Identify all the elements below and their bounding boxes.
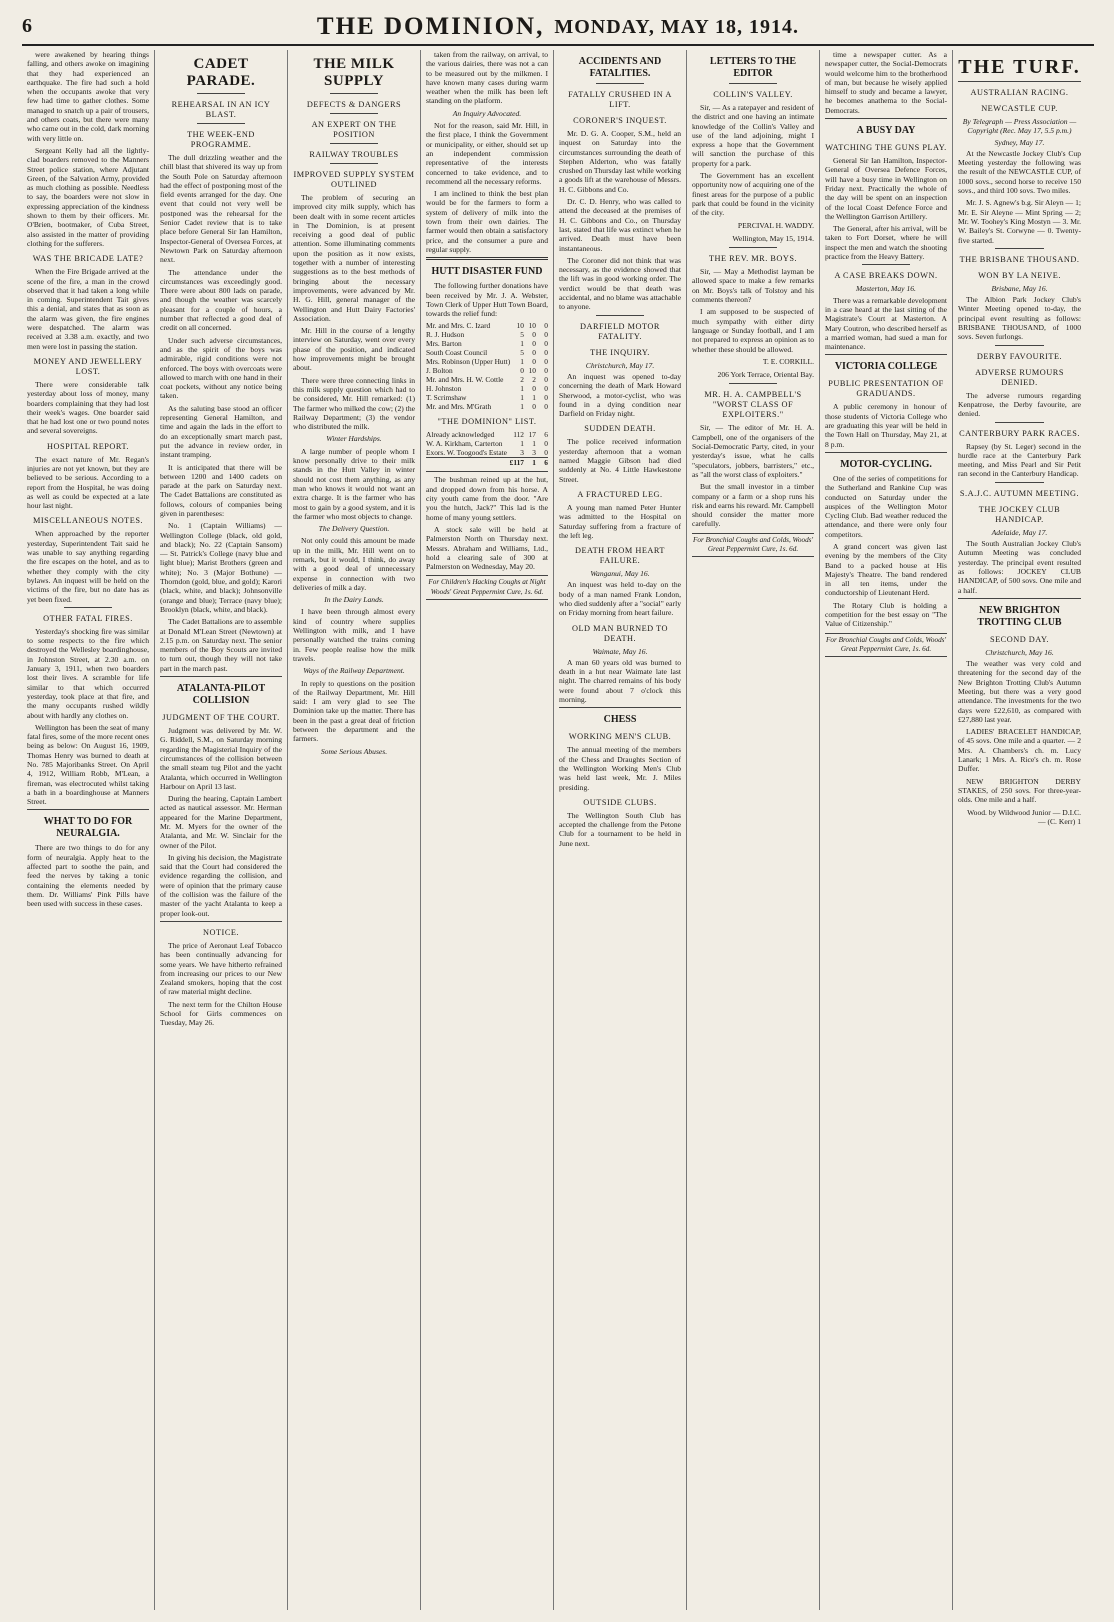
article-headline: ATALANTA-PILOT COLLISION [176,683,266,707]
dateline: Christchurch, May 16. [985,647,1054,657]
article-subheading: THE WEEK-END PROGRAMME. [187,130,255,149]
dateline: Adelaide, May 17. [991,527,1048,537]
divider [197,123,246,124]
article-headline: CHESS [603,714,637,726]
article-paragraph: General Sir Ian Hamilton, Inspector-General of Oversea Defence Forces, will have a busy time in Wellington on Friday next. Practically the whole of the day will be spent on an inspection of the local Coast Defence Force and the Wellington Garrison Artillery. [825,156,947,221]
article-subheading: SECOND DAY. [990,634,1049,644]
divider [958,81,1081,82]
amount-shillings: 0 [532,384,536,394]
amount-pounds: 3 [520,448,524,458]
letter-paragraph: The Government has an excellent opportunity now of acquiring one of the finest areas for the purpose of a public park that could be found in the vicinity of the city. [692,171,814,218]
section-heading: COLLIN'S VALLEY. [713,90,793,99]
amount-shillings: 0 [532,357,536,367]
donor-name: J. Bolton [426,366,453,376]
divider [330,113,379,114]
divider [825,452,947,453]
article-paragraph: During the hearing, Captain Lambert acted as nautical assessor. Mr. Herman appeared for the Marine Department, Mr. M. Myers for the owner of the Atalanta, and Mr. W. Sinclair for the owner of the Pilot. [160,794,282,850]
article-paragraph: A young man named Peter Hunter was admitted to the Hospital on Saturday suffering from a fracture of the left leg. [559,502,681,540]
donation-row [426,339,548,348]
divider [426,257,548,260]
article-paragraph: The problem of securing an improved city milk supply, which has been dealt with in some recent articles in The Dominion, is at present receiving a good deal of public attention. Some illuminating comments upon the position as it now exists, together with a number of interesting suggestions as to the best methods of bringing about the necessary improvements, were advanced by Mr. H. G. Hill, general manager of the Wellington and Hutt Dairy Factories' Association. [293,193,415,323]
amount-pounds: 1 [520,402,524,412]
section-heading: OUTSIDE CLUBS. [583,797,657,807]
paper-title: THE DOMINION, [316,13,545,40]
article-paragraph: Under such adverse circumstances, and as the spirit of the boys was admirable, rigid conditions were not enforced. The boys with overcoats were allowed to march with one hand in their coat pockets, without any notice being taken. [160,335,282,401]
article-headline: THE MILK SUPPLY [313,56,395,89]
article-headline: CADET PARADE. [186,56,256,89]
article-paragraph: taken from the railway, on arrival, to the various dairies, there was not a can to be measured out by the milkmen. I have known many cases during warm weather when the milk has been left standing on the platform. [426,50,548,106]
divider [729,247,778,248]
donor-name: Mrs. Robinson (Upper Hutt) [426,357,511,367]
advertisement: For Bronchial Coughs and Colds, Woods' Great Peppermint Cure, 1s. 6d. [692,533,814,558]
section-heading: THE JOCKEY CLUB HANDICAP. [978,504,1061,524]
article-paragraph: I am inclined to think the best plan would be for the farmers to form a system of delivery of milk into the town from their own dairies. The farmer would then obtain a satisfactory price, and the consumer a pure and regular supply. [426,189,548,254]
race-result-line: Wood. by Wildwood Junior — D.I.C. — (C. Kerr) 1 [967,807,1081,826]
donation-row [426,348,548,357]
amount-shillings: 17 [528,430,536,440]
article-paragraph: Mr. D. G. A. Cooper, S.M., held an inquest on Saturday into the circumstances surrounding the death of Stephen Alderton, who was fatally crushed on Thursday last while working a goods lift at the warehouse of Messrs. H. C. Gibbons and Co. [559,129,681,194]
amount-pence: 6 [536,458,548,468]
article-paragraph: Mr. J. S. Agnew's b.g. Sir Aleyn — 1; Mr. E. Sir Aleyne — Mint Spring — 2; Mr. W. Toohey's King Mostyn — 3. Mr. W. Bailey's St. Corwyne — 0. Twenty-five started. [958,198,1081,245]
article-paragraph: There were considerable talk yesterday about loss of money, many boarders complaining that they had lost their week's wages. One boarder said that he had lost one or two pound notes and several sovereigns. [27,379,149,436]
divider [729,383,778,384]
donor-name [426,458,510,468]
article-paragraph: The weather was very cold and threatening for the second day of the New Brighton Trotting Club's Autumn Meeting, but there was a very good attendance. The investments for the two days were £22,610, as compared with £27,880 last year. [958,659,1081,724]
letter-paragraph: Sir, — As a ratepayer and resident of the district and one having an intimate knowledge of the Collin's Valley and use of the land adjoining, might I express a hope that the Government will sanction the purchase of this property for a park. [692,103,814,168]
article-paragraph: The police received information yesterday afternoon that a woman named Maggie Gibson had died suddenly at No. 4 Little Hawkestone Street. [559,437,681,484]
article-paragraph: The Coroner did not think that was necessary, as the evidence showed that the lift was in good working order. The verdict would be that death was accidental, and no blame was attachable to anyone. [559,255,681,312]
advertisement: For Bronchial Coughs and Colds, Woods' Great Peppermint Cure, 1s. 6d. [825,633,947,658]
issue-date: MONDAY, MAY 18, 1914. [554,15,800,38]
column-2 [155,50,288,1610]
columns [22,50,1094,1610]
section-heading: AUSTRALIAN RACING. [970,88,1069,97]
section-heading: WAS THE BRICADE LATE? [32,254,144,264]
letter-paragraph: Sir, — May a Methodist layman be allowed space to make a few remarks on Mr. Boys's talk of Tolstoy and his comments thereon? [692,267,814,305]
amount-pounds: 1 [520,439,524,449]
donation-row [426,384,548,393]
article-paragraph: The Rotary Club is holding a competition for the best essay on "The Value of Citizenship." [825,600,947,629]
article-paragraph: The General, after his arrival, will be taken to Fort Dorset, where he will inspect the men and watch the shooting practice from the Heavy Battery. [825,224,947,262]
article-paragraph: The attendance under the circumstances was exceedingly good. There were about 800 lads on parade, and though the weather was scarcely pleasant for a couple of hours, a number that reflected a good deal of credit on all concerned. [160,267,282,333]
article-paragraph: At the Newcastle Jockey Club's Cup Meeting yesterday the following was the result of the NEWCASTLE CUP, of 1000 sovs., second horse to receive 150 sovs., and third 100 sovs. Two miles. [958,148,1081,196]
amount-shillings: 1 [532,439,536,449]
article-headline: NEW BRIGHTON TROTTING CLUB [977,604,1062,628]
section-subheading: Some Serious Abuses. [320,746,388,756]
article-paragraph: Mr. Hill in the course of a lengthy interview on Saturday, went over every phase of the position, and indicated how improvements might be brought about. [293,326,415,373]
divider [995,345,1044,346]
amount-shillings: 0 [532,339,536,349]
amount-pounds: 10 [516,321,524,331]
article-paragraph: When approached by the reporter yesterday, Superintendent Tait said he was unable to say anything regarding the fire escapes on the hotel, and as to whether they comply with the city bylaws. An inquest will be held on the victims of the fire, but no date has as yet been fixed. [27,529,149,604]
article-paragraph: Rapsey (by St. Leger) second in the hurdle race at the Canterbury Park meeting, and Miss Pearl and Sir Petit ran second in the Canterbury Handicap. [958,441,1081,479]
article-paragraph: When the Fire Brigade arrived at the scene of the fire, a man in the crowd observed that it had taken a long while in coming. Superintendent Tait gives this a denial, and states that as soon as the alarm was given, the fire engines were despatched. The alarm was received at 3.38 a.m. exactly, and two men were lost in passing the station. [27,267,149,351]
letter-address: Wellington, May 15, 1914. [732,233,814,243]
article-subheading: CORONER'S INQUEST. [573,116,667,125]
donation-row [426,393,548,402]
article-paragraph: In giving his decision, the Magistrate said that the Court had considered the evidence regarding the collision, and were of opinion that the primary cause of the collision was the failure of the master of the yacht Atalanta to keep a proper look-out. [160,852,282,918]
section-heading: CANTERBURY PARK RACES. [959,428,1080,438]
amount-pence: 0 [544,321,548,331]
divider [160,676,282,677]
article-paragraph: The exact nature of Mr. Regan's injuries are not yet known, but they are believed to be serious. According to a report from the Hospital, he was doing as well as could be expected at a late hour last night. [27,454,149,511]
amount-pounds: 5 [520,348,524,358]
section-heading: MONEY AND JEWELLERY LOST. [33,356,143,376]
donor-name: R. J. Hudson [426,330,465,340]
section-heading: THE BRISBANE THOUSAND. [959,254,1080,264]
column-5 [554,50,687,1610]
donation-row [426,439,548,448]
letter-address: 206 York Terrace, Oriental Bay. [717,370,814,380]
article-paragraph: were awakened by hearing things falling, and others awoke on imagining that they had experienced an earthquake. The fire had such a hold when the occupants awoke that very few had time to gather clothes. Some managed to snatch up a pair of trousers, and others coats, but there were many who came out in the cold, dark morning with very little on. [27,50,149,143]
divider [995,248,1044,249]
article-paragraph: One of the series of competitions for the Sutherland and Rankine Cup was conducted on Saturday under the auspices of the Wellington Motor Cycling Club. Bad weather reduced the attendance, and there were only four competitors. [825,473,947,539]
article-paragraph: An inquest was opened to-day concerning the death of Mark Howard Sherwood, a motor-cyclist, who was found in a dying condition near Darfield on Friday night. [559,371,681,419]
article-subheading: RAILWAY TROUBLES [309,150,399,159]
section-heading: HOSPITAL REPORT. [47,441,129,451]
donation-row [426,357,548,366]
article-headline: VICTORIA COLLEGE [834,361,938,373]
donations-table [426,430,548,467]
column-4 [421,50,554,1610]
amount-pounds: £117 [509,458,524,468]
article-paragraph: Judgment was delivered by Mr. W. G. Riddell, S.M., on Saturday morning regarding the Magisterial Inquiry of the circumstances of the collision between the small steam tug Pilot and the yacht Atalanta, which occurred in Wellington Harbour on April 13 last. [160,726,282,791]
donor-name: H. Johnston [426,384,462,394]
article-subheading: DEFECTS & DANGERS [306,100,402,109]
letter-signature: PERCIVAL H. WADDY. [737,220,814,230]
divider [330,143,379,144]
article-paragraph: Dr. C. D. Henry, who was called to attend the deceased at the premises of H. C. Gibbons and Co., on Thursday last, stated that life was extinct when he arrived. Death must have been instantaneous. [559,197,681,253]
amount-pence: 0 [544,402,548,412]
letter-paragraph: Sir, — The editor of Mr. H. A. Campbell, one of the organisers of the Social-Democratic Party, cited, in your yesterday's issue, what he calls "speculators, jobbers, barristers," etc., as "all the worst class of exploiters." [692,423,814,479]
article-paragraph: NEW BRIGHTON DERBY STAKES, of 250 sovs. For three-year-olds. One mile and a half. [958,776,1081,805]
amount-shillings: 0 [532,402,536,412]
article-paragraph: The Wellington South Club has accepted the challenge from the Petone Club for a tournament to be held in June next. [559,810,681,848]
article-subheading: PUBLIC PRESENTATION OF GRADUANDS. [828,379,944,399]
article-paragraph: A grand concert was given last evening by the members of the City Band to a packed house at His Majesty's Theatre. The band rendered in all ten items, under the conductorship of Lieutenant Herd. [825,541,947,598]
article-paragraph: In reply to questions on the position of the Railway Department, Mr. Hill said: I am very glad to see The Dominion take up the matter. There has been in the past a great deal of friction between the department and the farmers. [293,678,415,744]
article-paragraph: Yesterday's shocking fire was similar to some respects to the fire which destroyed the Wellesley boardinghouse, in Johnston Street, at 2.30 a.m. on January 3, 1911, when two boarders lost their lives. A scramble for life similar to that which occurred yesterday, took place at that fire, and the many occupants rushed wildly about with hardly any clothes on. [27,626,149,720]
letter-paragraph: But the small investor in a timber company or a farm or a shop runs his risk and earns his reward. Mr. Campbell should consider the matter more carefully. [692,482,814,529]
amount-shillings: 10 [528,366,536,376]
divider [596,83,645,84]
amount-shillings: 0 [532,330,536,340]
amount-pence: 0 [544,348,548,358]
section-subheading: The Delivery Question. [318,524,390,534]
article-subheading: JUDGMENT OF THE COURT. [162,713,280,723]
divider [995,422,1044,423]
donation-row [426,448,548,458]
page-number: 6 [22,15,32,37]
advertisement: For Children's Hacking Coughs at Night Woods' Great Peppermint Cure, 1s. 6d. [426,575,548,600]
divider [995,482,1044,483]
section-subheading: Ways of the Railway Department. [303,666,405,676]
divider [862,264,911,265]
column-6 [687,50,820,1610]
dateline: Christchurch, May 17. [585,360,655,370]
article-paragraph: As the saluting base stood an officer representing General Hamilton, and time and again the lads in the effort to do an exceptionally smart march past, put the advance in review order, in instant tramping. [160,403,282,460]
article-paragraph: The adverse rumours regarding Kenpatrose, the Derby favourite, are denied. [958,390,1081,419]
article-headline: WHAT TO DO FOR NEURALGIA. [43,816,133,840]
amount-pence: 0 [544,448,548,458]
article-paragraph: An inquest was held to-day on the body of a man named Frank London, who died suddenly after a "social" early on Friday morning from heart failure. [559,580,681,618]
section-heading: MR. H. A. CAMPBELL'S "WORST CLASS OF EXPLOITERS." [704,390,802,420]
divider [64,607,113,608]
amount-pence: 0 [544,384,548,394]
section-heading: SUDDEN DEATH. [584,424,656,434]
section-heading: DARFIELD MOTOR FATALITY. [580,321,660,341]
section-title: THE TURF. [958,56,1081,78]
letter-paragraph: I am supposed to be suspected of much sympathy with either dirty language or Sunday football, and I am not prepared to express an opinion as to whether these should be allowed. [692,307,814,354]
column-7 [820,50,953,1610]
article-subheading: WORKING MEN'S CLUB. [568,732,672,742]
column-1 [22,50,155,1610]
section-heading: A FRACTURED LEG. [577,489,663,499]
article-paragraph: The next term for the Chilton House School for Girls commences on Tuesday, May 26. [160,999,282,1028]
donations-table [426,321,548,411]
amount-pounds: 1 [520,393,524,403]
section-heading: DEATH FROM HEART FAILURE. [574,546,665,566]
donation-row [426,366,548,375]
article-paragraph: A large number of people whom I know personally drive to their milk stands in the Hutt Valley in winter should not cost them anything, as any man who knows it would not want an extra charge. It is the farmer who has most to gain by a good system, and it is the farmer who most objects to change. [293,446,415,521]
letter-signature: T. E. CORKILL. [762,356,814,366]
article-headline: LETTERS TO THE EDITOR [709,56,797,79]
section-heading: MISCELLANEOUS NOTES. [32,516,144,526]
amount-pence: 0 [544,357,548,367]
article-paragraph: The annual meeting of the members of the Chess and Draughts Section of the Wellington Working Men's Club was held last week, Mr. J. Miles presiding. [559,745,681,792]
amount-pounds: 1 [520,384,524,394]
amount-pounds: 5 [520,330,524,340]
section-heading: A CASE BREAKS DOWN. [834,271,938,281]
section-heading: DERBY FAVOURITE. [976,351,1063,361]
donation-row [426,375,548,384]
column-3 [288,50,421,1610]
amount-pounds: 112 [513,430,524,440]
article-headline: A BUSY DAY [856,125,916,137]
section-heading: "THE DOMINION" LIST. [437,417,537,427]
section-heading: OLD MAN BURNED TO DEATH. [571,623,668,643]
amount-pence: 0 [544,339,548,349]
section-heading: S.A.J.C. AUTUMN MEETING. [959,488,1080,498]
article-paragraph: A stock sale will be held at Palmerston North on Thursday next. Messrs. Abraham and Williams, Ltd., hold a clearing sale of 300 at Palmerston on Wednesday, May 20. [426,524,548,572]
article-paragraph: Not only could this amount be made up in the milk, Mr. Hill went on to remark, but it would, I think, do away with a good deal of unnecessary expense in connection with two deliveries of milk a day. [293,536,415,592]
article-paragraph: The Albion Park Jockey Club's Winter Meeting opened to-day, the principal event resulting as follows: BRISBANE THOUSAND, of 1000 sovs. Seven furlongs. [958,295,1081,342]
donor-name: T. Scrimshaw [426,393,467,403]
donation-row [426,321,548,330]
article-subheading: WATCHING THE GUNS PLAY. [825,143,947,153]
section-heading: NOTICE. [203,927,239,937]
dateline: Sydney, May 17. [994,137,1045,147]
divider [160,921,282,922]
dateline: Masterton, May 16. [856,284,916,294]
donor-name: Mr. and Mrs. C. Izard [426,321,491,331]
article-headline: HUTT DISASTER FUND [431,266,543,278]
letter-paragraph: time a newspaper cutter. As a newspaper cutter, the Social-Democrats would welcome him to the brotherhood of man, but because he wisely applied himself to study and became a lawyer, he becomes anathema to the Social-Democrats. [825,50,947,115]
amount-pence: 6 [544,430,548,440]
article-subheading: REHEARSAL IN AN ICY BLAST. [171,100,271,119]
donor-name: Mr. and Mrs. H. W. Cottle [426,375,504,385]
donor-name: Mrs. Barton [426,339,462,349]
donations-total-row [426,458,548,468]
article-subheading: FATALLY CRUSHED IN A LIFT. [568,90,672,109]
section-heading: THE INQUIRY. [590,347,650,357]
article-headline: ACCIDENTS AND FATALITIES. [578,56,662,79]
amount-shillings: 3 [532,448,536,458]
donor-name: South Coast Council [426,348,488,358]
section-heading: THE REV. MR. BOYS. [708,254,798,264]
amount-shillings: 1 [532,393,536,403]
divider [729,83,778,84]
divider [958,598,1081,599]
dateline: Wanganui, May 16. [590,569,650,579]
article-paragraph: The dull drizzling weather and the chill blast that shivered its way up from the South Pole on Saturday afternoon had the effect of postponing most of the field events arranged for the day. One event that could not very well be postponed was the rehearsal for the Senior Cadet review that is to take place before General Sir Ian Hamilton, Inspector-General of Oversea Forces, at Newtown Park on Saturday afternoon next. [160,153,282,265]
amount-shillings: 1 [524,458,536,468]
article-paragraph: I have been through almost every kind of country where supplies Wellington with milk, and I have personally watched the trains coming in. Few people realise how the milk travels. [293,607,415,663]
donation-row [426,430,548,439]
article-paragraph: It is anticipated that there will be between 1200 and 1400 cadets on parade at the park on Saturday next. The Cadet Battalions are constituted as follows, colours of companies being given in parentheses: [160,462,282,518]
article-paragraph: Sergeant Kelly had all the lightly-clad boarders removed to the Manners Street police station, where Adjutant Green, of the Salvation Army, provided as much clothing as possible. Needless to say, the boarders were not slow in expressing appreciation of the kindness shown to them by their officers. Mr. O'Brien, bootmaker, of Cuba Street, also assisted in the matter of providing clothing for the sufferers. [27,145,149,248]
dateline: Brisbane, May 16. [991,283,1048,293]
divider [27,809,149,810]
divider [330,93,379,94]
amount-shillings: 10 [528,321,536,331]
donor-name: Mr. and Mrs. M'Grath [426,402,492,412]
donor-name: Already acknowledged [426,430,495,440]
article-paragraph: There was a remarkable development in a case heard at the last sitting of the Magistrate's Court at Masterton. A Mary Coutron, who described herself as a married woman, had sued a man for maintenance. [825,295,947,352]
divider [426,471,548,472]
article-paragraph: Not for the reason, said Mr. Hill, in the first place, I think the Government or municipality, or either, should set up an independent commission representative of the interests concerned to take evidence, and to recommend all the necessary reforms. [426,121,548,186]
article-paragraph: A public ceremony in honour of those students of Victoria College who are graduating this year will be held in the Town Hall on Thursday, May 21, at 8 p.m. [825,402,947,449]
dateline: Waimate, May 16. [592,646,648,656]
amount-pence: 0 [544,366,548,376]
amount-pence: 0 [544,375,548,385]
donor-name: W. A. Kirkham, Carterton [426,439,503,449]
section-subheading: In the Dairy Lands. [324,595,384,605]
amount-pence: 0 [544,330,548,340]
section-subheading: An Inquiry Advocated. [452,108,522,118]
amount-pounds: 1 [520,357,524,367]
amount-shillings: 2 [532,375,536,385]
amount-pence: 0 [544,439,548,449]
article-paragraph: There were three connecting links in this milk supply question which had to be considered, Mr. Hill remarked: (1) The farmer who milked the cow; (2) the Railway Department; (3) the vendor who distributed the milk. [293,375,415,432]
byline: By Telegraph — Press Association — Copyright (Rec. May 17, 5.5 p.m.) [962,117,1077,136]
article-paragraph: The price of Aeronaut Leaf Tobacco has been continually advancing for some years. We have hitherto refrained from increasing our prices to our New Zealand smokers, hoping that the cost of raw material might decline. [160,940,282,997]
donation-row [426,402,548,411]
article-headline: MOTOR-CYCLING. [840,458,932,470]
divider [596,315,645,316]
amount-pounds: 1 [520,339,524,349]
donor-name: Exors. W. Toogood's Estate [426,448,507,458]
divider [197,93,246,94]
article-paragraph: No. 1 (Captain Williams) — Wellington College (black, old gold, and black); No. 22 (Captain Sansom) — St. Patrick's College (navy blue and light blue); Marist Brothers (green and white); No. 3 (Major Bothune) — Thorndon (gold, blue, and gold); Karori (black, white, and black); Johnsonville (orange and blue); Terrace (navy blue); Brooklyn (black, white, and black). [160,521,282,614]
article-paragraph: The Cadet Battalions are to assemble at Donald M'Lean Street (Newtown) at 2.15 p.m. on Saturday next. The senior members of the Boy Scouts are invited to turn out, though they will not take part in the march past. [160,617,282,673]
divider [330,163,379,164]
section-heading: WON BY LA NEIVE. [978,270,1061,280]
article-paragraph: The South Australian Jockey Club's Autumn Meeting was concluded yesterday. The principal event resulted as follows: JOCKEY CLUB HANDICAP, of 500 sovs. One mile and a half. [958,539,1081,595]
article-paragraph: Wellington has been the seat of many fatal fires, some of the more recent ones being as below: On August 16, 1909, Thomas Henry was burned to death at No. 785 Majoribanks Street. On April 4, 1912, William Robb, M'Lean, a fireman, was electrocuted whilst taking a bath in a boardinghouse at Manners Street. [27,722,149,807]
section-heading: OTHER FATAL FIRES. [43,613,133,623]
divider [559,707,681,708]
column-8 [953,50,1086,1610]
amount-pounds: 2 [520,375,524,385]
section-heading: NEWCASTLE CUP. [981,104,1058,113]
article-paragraph: LADIES' BRACELET HANDICAP, of 45 sovs. One mile and a quarter. — 2 Mrs. A. Chambers's ch. m. Lucy Lanark; 1 Mrs. A. Rice's ch. m. Rose Duffer. [958,727,1081,774]
section-heading: ADVERSE RUMOURS DENIED. [975,367,1064,387]
article-paragraph: A man 60 years old was burned to death in a hut near Waimate late last night. The charred remains of his body were found about 7 o'clock this morning. [559,657,681,705]
article-subheading: IMPROVED SUPPLY SYSTEM OUTLINED [293,170,415,189]
section-subheading: Winter Hardships. [326,434,382,444]
article-paragraph: The following further donations have been received by Mr. J. A. Webster, Town Clerk of Upper Hutt Town Board, towards the relief fund: [426,281,548,319]
article-paragraph: There are two things to do for any form of neuralgia. Apply heat to the affected part to soothe the pain, and feed the nerves by taking a tonic containing the elements needed by them. Dr. Williams' Pink Pills have been used with success in these cases. [27,843,149,909]
article-subheading: AN EXPERT ON THE POSITION [311,120,397,139]
amount-shillings: 0 [532,348,536,358]
divider [825,118,947,119]
article-paragraph: The bushman reined up at the hut, and dropped down from his horse. A city youth came from the door. "Are you the hutch, Jack?" This lad is the home of many young settlers. [426,475,548,522]
donation-row [426,330,548,339]
amount-pence: 0 [544,393,548,403]
masthead [22,10,1094,46]
amount-pounds: 0 [520,366,524,376]
divider [825,354,947,355]
